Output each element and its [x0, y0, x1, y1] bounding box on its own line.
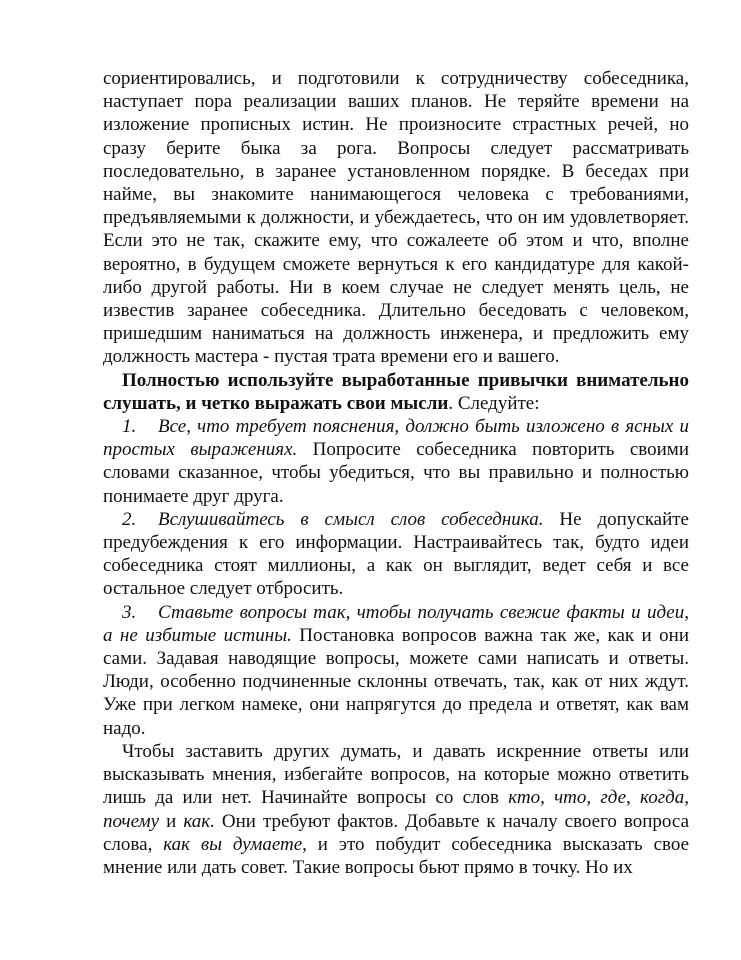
- paragraph-2-rest: . Следуйте:: [448, 392, 540, 414]
- paragraph-3-italic-1: кто, что, где, когда, почему: [103, 787, 689, 832]
- paragraph-3-italic-2: как.: [183, 810, 215, 832]
- paragraph-1: [103, 67, 689, 369]
- paragraph-3: [103, 740, 689, 879]
- list-item-2: [103, 508, 689, 601]
- list-item-3-italic: Ставьте вопросы так, чтобы получать свежие факты и идеи, а не избитые истины.: [103, 601, 689, 646]
- paragraph-2-bold: Полностью используйте выработанные привычки внимательно слушать, и четко выражать свои мысли: [103, 369, 689, 414]
- paragraph-1-text: сориентировались, и подготовили к сотрудничеству собеседника, наступает пора реализации ваших планов. Не теряйте времени на изложение прописных истин. Не произносите страстных речей, но сразу берите быка за рога. Вопросы следует рассматривать последовательно, в заранее установленном порядке. В беседах при найме, вы знакомите нанимающегося человека с требованиями, предъявляемыми к должности, и убеждаетесь, что он им удовлетворяет. Если это не так, скажите ему, что сожалеете об этом и что, вполне вероятно, в будущем сможете вернуться к его кандидатуре для какой-либо другой работы. Ни в коем случае не следует менять цель, не известив заранее собеседника. Длительно беседовать с человеком, пришедшим наниматься на должность инженера, и предложить ему должность мастера - пустая трата времени его и вашего.: [103, 68, 689, 368]
- paragraph-3-part-a: Чтобы заставить других думать, и давать искренние ответы или высказывать мнения, избегайте вопросов, на которые можно ответить лишь да или нет. Начинайте вопросы со слов: [103, 740, 689, 809]
- paragraph-3-part-d: , и это побудит собеседника высказать свое мнение или дать совет. Такие вопросы бьют прямо в точку. Но их: [103, 833, 690, 878]
- paragraph-3-part-b: и: [159, 810, 184, 832]
- list-item-2-italic: Вслушивайтесь в смысл слов собеседника.: [158, 508, 544, 530]
- list-item-3-text: Постановка вопросов важна так же, как и они сами. Задавая наводящие вопросы, можете сами написать и ответы. Люди, особенно подчиненные склонны отвечать, так, как от них ждут. Уже при легком намеке, они напрягутся до предела и ответят, как вам надо.: [103, 624, 689, 739]
- paragraph-3-part-c: Они требуют фактов. Добавьте к началу своего вопроса слова,: [103, 810, 689, 855]
- list-item-1: [103, 415, 689, 508]
- paragraph-2: [103, 369, 689, 415]
- list-item-3-number: 3.: [122, 601, 137, 623]
- list-item-1-italic: Все, что требует пояснения, должно быть изложено в ясных и простых выражениях.: [103, 416, 689, 461]
- list-item-2-text: Не допускайте предубеждения к его информации. Настраивайтесь так, будто идеи собеседника стоят миллионы, а как он выглядит, ведет себя и все остальное следует отбросить.: [103, 508, 689, 600]
- paragraph-3-italic-3: как вы думаете: [163, 833, 303, 855]
- list-item-3: [103, 601, 689, 740]
- list-item-2-number: 2.: [122, 508, 137, 530]
- list-item-1-text: Попросите собеседника повторить своими словами сказанное, чтобы убедиться, что вы правильно и полностью понимаете друг друга.: [103, 439, 689, 507]
- list-item-1-number: 1.: [122, 416, 137, 438]
